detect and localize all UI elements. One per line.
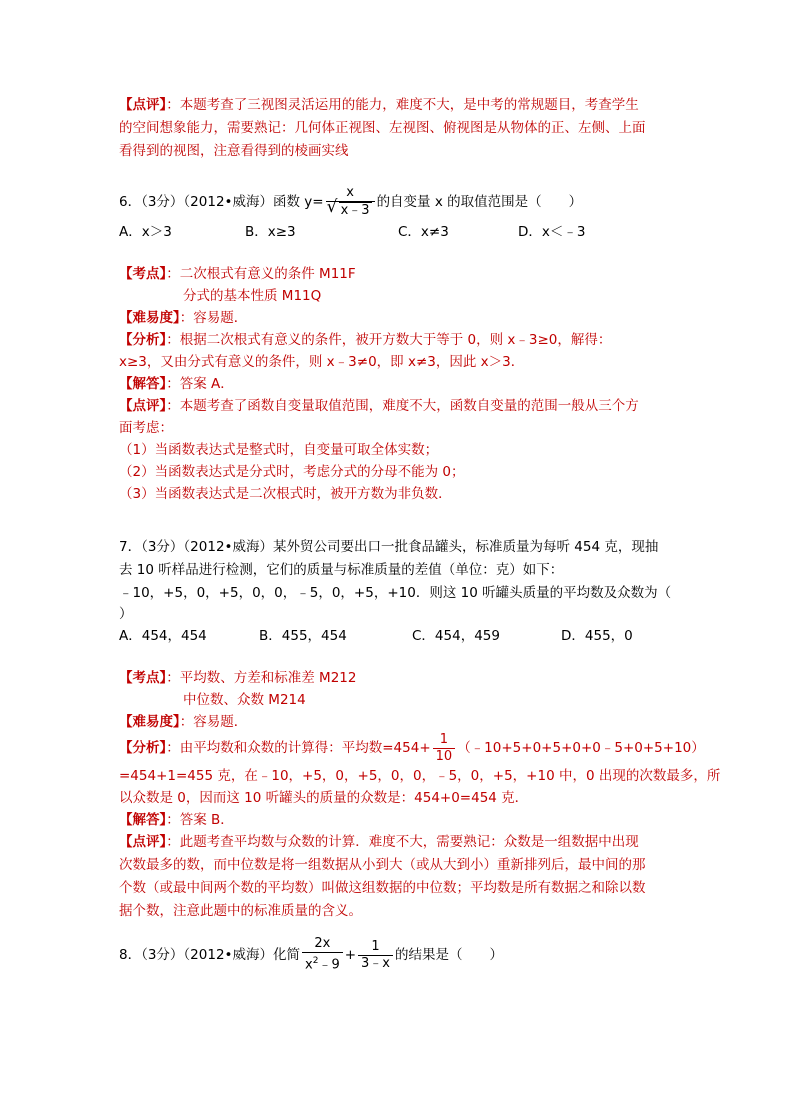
q5-comment-text-1: ：本题考查了三视图灵活运用的能力，难度不大，是中考的常规题目，考查学生	[166, 97, 639, 113]
q6-fenxi-line-1	[119, 330, 611, 350]
q6-fraction	[326, 185, 375, 219]
q5-comment-line-1	[119, 95, 639, 115]
q6-fraction-denominator	[326, 202, 375, 219]
q6-nandu-tag: 【难易度】	[119, 310, 180, 326]
q7-kaodian-tag: 【考点】	[119, 670, 167, 686]
q6-jieda-tag: 【解答】	[119, 376, 167, 392]
q8-fraction-1-denominator	[302, 953, 343, 973]
q6-kaodian-tag: 【考点】	[119, 266, 167, 282]
q7-kaodian-1: ：平均数、方差和标准差 M212	[166, 670, 357, 686]
q6-option-b: B．x≥3	[245, 224, 296, 240]
q7-jieda: ：答案 B．	[166, 812, 234, 828]
q8-fraction-2-numerator: 1	[358, 939, 393, 956]
q5-comment-tag: 【点评】	[119, 97, 167, 113]
q7-fenxi-line-1	[119, 728, 705, 768]
q6-dianping-line-1	[119, 396, 639, 416]
q6-dianping-line-2: 面考虑：	[119, 420, 173, 436]
q7-kaodian-line-2: 中位数、众数 M214	[183, 692, 306, 708]
q7-fenxi-1-suffix: （﹣10+5+0+5+0+0﹣5+0+5+10）	[457, 740, 705, 756]
q7-option-a: A．454，454	[119, 628, 207, 644]
q7-fenxi-1-prefix: ：由平均数和众数的计算得：平均数=454+	[166, 740, 431, 756]
q8-stem-suffix: 的结果是（ ）	[395, 947, 503, 963]
q7-stem-line-4: ）	[119, 606, 133, 622]
q5-comment-line-3: 看得到的视图，注意看得到的棱画实线	[119, 143, 349, 159]
q6-dianping-line-4: （2）当函数表达式是分式时，考虑分式的分母不能为 0；	[119, 464, 465, 480]
q6-dianping-line-5: （3）当函数表达式是二次根式时，被开方数为非负数．	[119, 486, 452, 502]
q6-stem-suffix: 的自变量 x 的取值范围是（ ）	[376, 194, 583, 210]
q7-option-c: C．454，459	[412, 628, 500, 644]
q7-stem-line-3: ﹣10，+5，0，+5，0，0，﹣5，0，+5，+10．则这 10 听罐头质量的平均数及众数为（	[119, 585, 672, 601]
q7-nandu: ：容易题．	[179, 714, 248, 730]
q6-fenxi-tag: 【分析】	[119, 332, 167, 348]
q7-stem-line-1: 7．（3分）（2012•威海）某外贸公司要出口一批食品罐头，标准质量为每听 454 克，现抽	[119, 539, 659, 555]
q8-fraction-2-denominator: 3﹣x	[361, 955, 390, 971]
q7-dianping-line-3: 个数（或最中间两个数的平均数）叫做这组数据的中位数；平均数是所有数据之和除以数	[119, 880, 646, 896]
q7-fenxi-line-2: =454+1=455 克，在﹣10，+5，0，+5，0，0，﹣5，0，+5，+10 中，0 出现的次数最多，所	[119, 768, 721, 784]
q7-dianping-line-1	[119, 832, 639, 852]
q8-f1-den-base: x	[305, 957, 313, 973]
q6-stem	[119, 185, 582, 219]
q7-fenxi-fraction-numerator: 1	[433, 732, 456, 749]
q6-option-a: A．x＞3	[119, 224, 172, 240]
q6-kaodian-line-2: 分式的基本性质 M11Q	[183, 288, 322, 304]
q7-dianping-1: ：此题考查平均数与众数的计算．难度不大，需要熟记：众数是一组数据中出现	[166, 834, 639, 850]
q6-option-d: D．x＜﹣3	[518, 224, 586, 240]
q6-fenxi-line-2: x≥3，又由分式有意义的条件，则 x﹣3≠0，即 x≠3，因此 x＞3．	[119, 354, 525, 370]
q5-comment-line-2: 的空间想象能力，需要熟记：几何体正视图、左视图、俯视图是从物体的正、左侧、上面	[119, 120, 646, 136]
q6-dianping-1: ：本题考查了函数自变量取值范围，难度不大，函数自变量的范围一般从三个方	[166, 398, 639, 414]
q8-plus: +	[344, 947, 357, 963]
q6-fenxi-1: ：根据二次根式有意义的条件，被开方数大于等于 0，则 x﹣3≥0，解得：	[166, 332, 612, 348]
q8-fraction-1	[302, 936, 343, 973]
q8-f1-den-exponent: 2	[312, 956, 319, 967]
q7-fenxi-tag: 【分析】	[119, 740, 167, 756]
q6-nandu-line	[119, 308, 247, 328]
sqrt-symbol	[329, 202, 372, 219]
q6-nandu: ：容易题．	[179, 310, 248, 326]
q8-f1-den-rest: ﹣9	[318, 957, 340, 973]
q7-stem-line-2: 去 10 听样品进行检测，它们的质量与标准质量的差值（单位：克）如下：	[119, 562, 564, 578]
q7-fenxi-fraction-denominator: 10	[435, 748, 453, 764]
q7-option-b: B．455，454	[259, 628, 347, 644]
q7-jieda-tag: 【解答】	[119, 812, 167, 828]
q7-nandu-tag: 【难易度】	[119, 714, 180, 730]
q7-kaodian-line-1	[119, 668, 356, 688]
q6-stem-prefix: 6．（3分）（2012•威海）函数 y=	[119, 194, 324, 210]
q7-option-d: D．455，0	[561, 628, 633, 644]
q8-fraction-1-numerator: 2x	[302, 936, 343, 953]
q6-jieda-line	[119, 374, 234, 394]
q7-fenxi-line-3: 以众数是 0，因而这 10 听罐头的质量的众数是：454+0=454 克．	[119, 790, 529, 806]
q8-fraction-2	[358, 939, 393, 972]
q6-radicand: x﹣3	[340, 203, 370, 218]
q7-dianping-line-2: 次数最多的数，而中位数是将一组数据从小到大（或从大到小）重新排列后，最中间的那	[119, 857, 646, 873]
q7-dianping-line-4: 据个数，注意此题中的标准质量的含义。	[119, 903, 362, 919]
q6-jieda: ：答案 A．	[166, 376, 234, 392]
q8-stem-prefix: 8．（3分）（2012•威海）化简	[119, 947, 300, 963]
q7-fenxi-fraction	[433, 732, 456, 765]
q6-dianping-line-3: （1）当函数表达式是整式时，自变量可取全体实数；	[119, 442, 439, 458]
q6-kaodian-1: ：二次根式有意义的条件 M11F	[166, 266, 356, 282]
q7-dianping-tag: 【点评】	[119, 834, 167, 850]
q6-option-c: C．x≠3	[398, 224, 449, 240]
q6-fraction-numerator: x	[326, 185, 375, 202]
q6-kaodian-line-1	[119, 264, 356, 284]
q7-jieda-line	[119, 810, 234, 830]
q6-dianping-tag: 【点评】	[119, 398, 167, 414]
q8-stem	[119, 935, 503, 975]
